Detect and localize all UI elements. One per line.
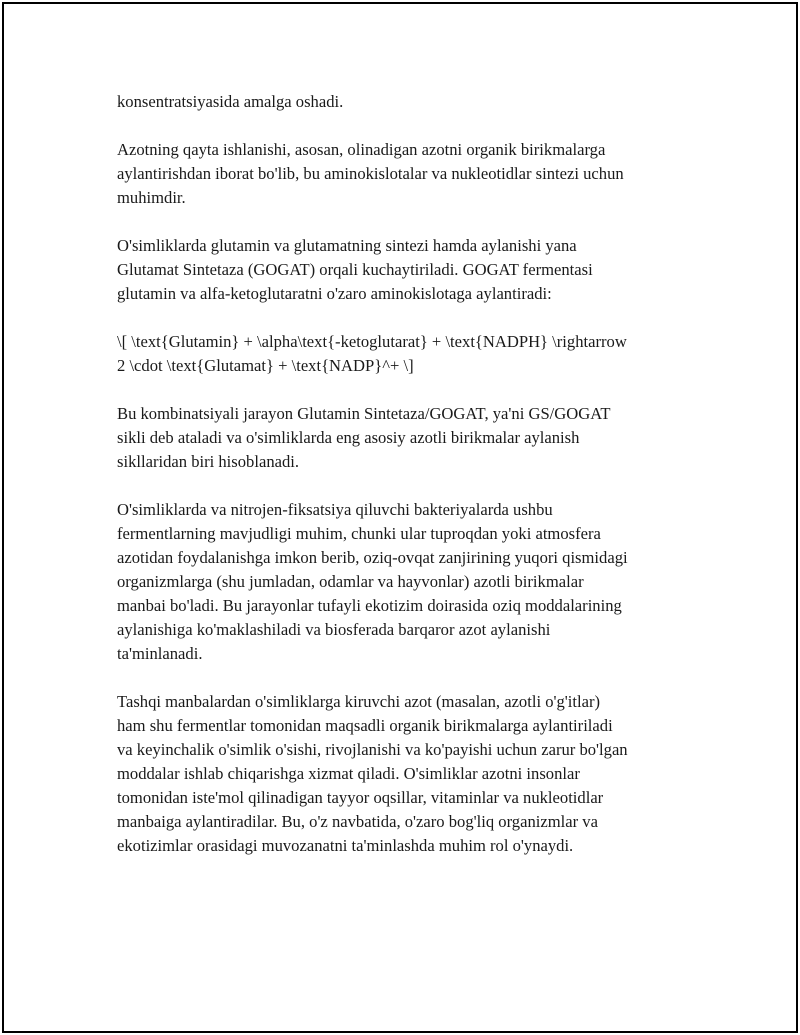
paragraph-nitrogen-fixation: O'simliklarda va nitrojen-fiksatsiya qiluvchi bakteriyalarda ushbu fermentlarning mavjudligi muhim, chunki ular tuproqdan yoki atmosfera azotidan foydalanishga imkon berib, oziq-ovqat zanjirining yuqori qismidagi organizmlarga (shu jumladan, odamlar va hayvonlar) azotli birikmalar manbai bo'ladi. Bu jarayonlar tufayli ekotizim doirasida oziq moddalarining aylanishiga ko'maklashiladi va biosferada barqaror azot aylanishi ta'minlanadi.	[117, 500, 628, 663]
paragraph-continuation: konsentratsiyasida amalga oshadi.	[117, 92, 344, 111]
paragraph-gogat: O'simliklarda glutamin va glutamatning sintezi hamda aylanishi yana Glutamat Sintetaza (GOGAT) orqali kuchaytiriladi. GOGAT fermentasi glutamin va alfa-ketoglutaratni o'zaro aminokislotaga aylantiradi:	[117, 236, 593, 303]
paragraph-gs-gogat-cycle: Bu kombinatsiyali jarayon Glutamin Sintetaza/GOGAT, ya'ni GS/GOGAT sikli deb ataladi va o'simliklarda eng asosiy azotli birikmalar aylanish sikllaridan biri hisoblanadi.	[117, 404, 611, 471]
paragraph-external-nitrogen: Tashqi manbalardan o'simliklarga kiruvchi azot (masalan, azotli o'g'itlar) ham shu fermentlar tomonidan maqsadli organik birikmalarga aylantiriladi va keyinchalik o'simlik o'sishi, rivojlanishi va ko'payishi uchun zarur bo'lgan moddalar ishlab chiqarishga xizmat qiladi. O'simliklar azotni insonlar tomonidan iste'mol qilinadigan tayyor oqsillar, vitaminlar va nukleotidlar manbaiga aylantiradilar. Bu, o'z navbatida, o'zaro bog'liq organizmlar va ekotizimlar orasidagi muvozanatni ta'minlashda muhim rol o'ynaydi.	[117, 692, 628, 855]
formula-latex: \[ \text{Glutamin} + \alpha\text{-ketoglutarat} + \text{NADPH} \rightarrow 2 \cdot \text{Glutamat} + \text{NADP}^+ \]	[117, 332, 627, 375]
paragraph-nitrogen-recycling: Azotning qayta ishlanishi, asosan, olinadigan azotni organik birikmalarga aylantirishdan iborat bo'lib, bu aminokislotalar va nukleotidlar sintezi uchun muhimdir.	[117, 140, 624, 207]
document-body	[117, 90, 687, 882]
